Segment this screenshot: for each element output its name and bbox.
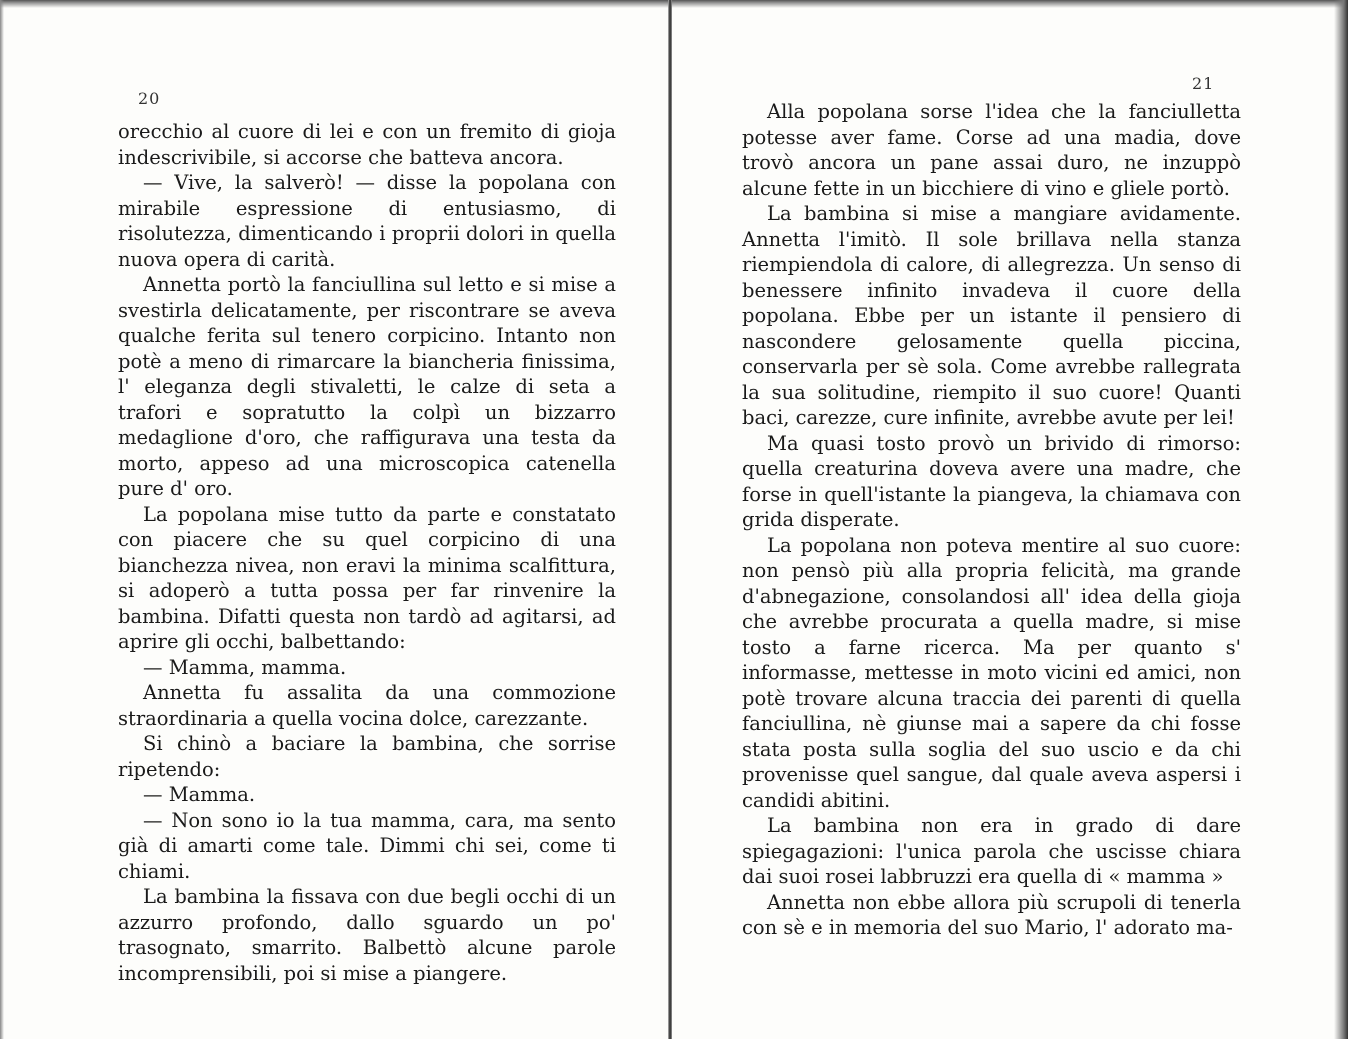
right-paragraph: Ma quasi tosto provò un brivido di rimorso: quella creaturina doveva avere una madre, che forse in quell'istante la piangeva, la chiamava con grida disperate. [742,431,1241,531]
right-page-text [742,99,1241,941]
left-page-text [118,119,616,986]
left-paragraph: Si chinò a baciare la bambina, che sorrise ripetendo: [118,732,616,781]
right-paragraph: La bambina non era in grado di dare spiegagazioni: l'unica parola che uscisse chiara dai suoi rosei labbruzzi era quella di « mamma » [742,814,1241,888]
book-gutter [668,0,672,1039]
left-paragraph: — Vive, la salverò! — disse la popolana con mirabile espressione di entusiasmo, di risolutezza, dimenticando i proprii dolori in quella nuova opera di carità. [118,171,616,271]
right-paragraph: Annetta non ebbe allora più scrupoli di tenerla con sè e in memoria del suo Mario, l' adorato ma- [742,890,1241,939]
left-paragraph: Annetta fu assalita da una commozione straordinaria a quella vocina dolce, carezzante. [118,681,616,730]
left-paragraph: La bambina la fissava con due begli occhi di un azzurro profondo, dallo sguardo un po' trasognato, smarrito. Balbettò alcune parole incomprensibili, poi si mise a piangere. [118,885,616,985]
left-paragraph: La popolana mise tutto da parte e constatato con piacere che su quel corpicino di una bianchezza nivea, non eravi la minima scalfittura, si adoperò a tutta possa per far rinvenire la bambina. Difatti questa non tardò ad agitarsi, ad aprire gli occhi, balbettando: [118,502,616,653]
left-paragraph: Annetta portò la fanciullina sul letto e si mise a svestirla delicatamente, per riscontrare se aveva qualche ferita sul tenero corpicino. Intanto non potè a meno di rimarcare la biancheria finissima, l' eleganza degli stivaletti, le calze di seta a trafori e sopratutto la colpì un bizzarro medaglione d'oro, che raffigurava una testa da morto, appeso ad una microscopica catenella pure d' oro. [118,273,616,500]
right-page-number: 21 [1192,74,1215,93]
left-page-number: 20 [138,89,161,108]
right-page-edge [1334,0,1348,1039]
left-paragraph: — Mamma. [143,783,256,806]
right-paragraph: Alla popolana sorse l'idea che la fanciulletta potesse aver fame. Corse ad una madia, dove trovò ancora un pane assai duro, ne inzuppò alcune fette in un bicchiere di vino e gliele portò. [742,100,1241,200]
top-page-edge [0,0,1348,8]
right-paragraph: La bambina si mise a mangiare avidamente. Annetta l'imitò. Il sole brillava nella stanza riempiendola di calore, di allegrezza. Un senso di benessere infinito invadeva il cuore della popolana. Ebbe per un istante il pensiero di nascondere gelosamente quella piccina, conservarla per sè sola. Come avrebbe rallegrata la sua solitudine, riempito il suo cuore! Quanti baci, carezze, cure infinite, avrebbe avute per lei! [742,202,1241,429]
left-paragraph: — Non sono io la tua mamma, cara, ma sento già di amarti come tale. Dimmi chi sei, come ti chiami. [118,808,616,883]
left-paragraph: — Mamma, mamma. [143,655,347,679]
left-paragraph: orecchio al cuore di lei e con un fremito di gioja indescrivibile, si accorse che batteva ancora. [118,120,616,169]
left-page-edge [0,0,4,1039]
right-paragraph: La popolana non poteva mentire al suo cuore: non pensò più alla propria felicità, ma grande d'abnegazione, consolandosi all' idea della gioja che avrebbe procurata a quella madre, si mise tosto a farne ricerca. Ma per quanto s' informasse, mettesse in moto vicini ed amici, non potè trovare alcuna traccia dei parenti di quella fanciullina, nè giunse mai a sapere da chi fosse stata posta sulla soglia del suo uscio e da chi provenisse quel sangue, dal quale aveva aspersi i candidi abitini. [742,533,1241,812]
